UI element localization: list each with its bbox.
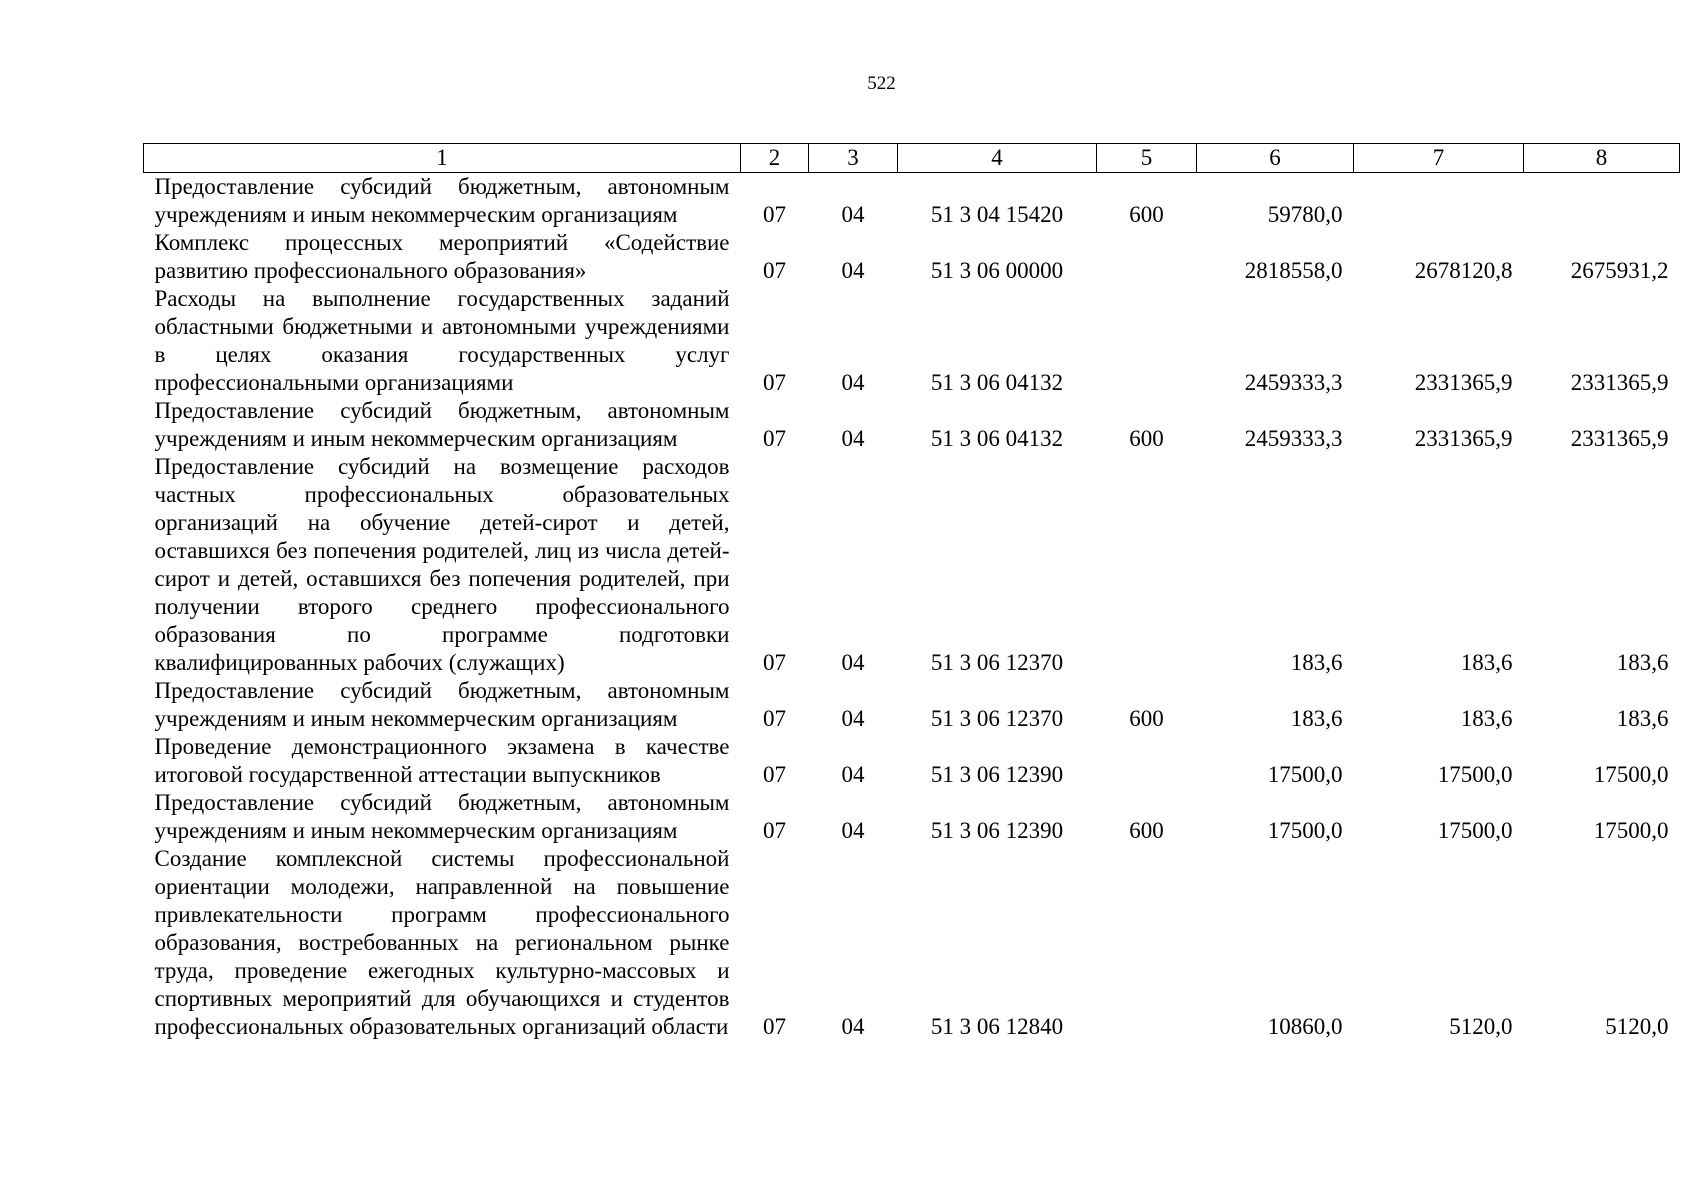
- table-row: [144, 789, 1680, 845]
- target-article-code: 51 3 06 12840: [930, 1014, 1064, 1039]
- amount-col-8: 2675931,2: [1570, 258, 1669, 283]
- column-header-2: 2: [741, 144, 809, 173]
- amount-col-8: 2331365,9: [1570, 370, 1669, 395]
- amount-col-8: 5120,0: [1605, 1014, 1669, 1039]
- table-row: [144, 229, 1680, 285]
- amount-col-7: 2331365,9: [1414, 426, 1513, 451]
- row-description: Предоставление субсидий бюджетным, автономным учреждениям и иным некоммерческим организациям: [154, 790, 730, 843]
- table-row: [144, 453, 1680, 677]
- row-description: Расходы на выполнение государственных заданий областными бюджетными и автономными учреждениями в целях оказания государственных услуг профессиональными организациями: [154, 286, 730, 395]
- column-number-header-row: [144, 144, 1680, 173]
- table-row: [144, 397, 1680, 453]
- expense-type-code: [1097, 229, 1197, 285]
- row-description: Комплекс процессных мероприятий «Содействие развитию профессионального образования»: [154, 230, 730, 283]
- column-header-4: 4: [898, 144, 1097, 173]
- expense-type-code: [1097, 453, 1197, 677]
- amount-col-7: 2331365,9: [1414, 370, 1513, 395]
- amount-col-7: 183,6: [1460, 706, 1513, 731]
- row-description: Проведение демонстрационного экзамена в качестве итоговой государственной аттестации выпускников: [154, 734, 730, 787]
- subsection-code: 04: [841, 258, 865, 283]
- row-description: Предоставление субсидий бюджетным, автономным учреждениям и иным некоммерческим организациям: [154, 678, 730, 731]
- amount-col-8: 17500,0: [1593, 818, 1669, 843]
- expense-type-code: 600: [1129, 706, 1164, 731]
- subsection-code: 04: [841, 650, 865, 675]
- table-row: [144, 173, 1680, 230]
- column-header-1: 1: [144, 144, 741, 173]
- amount-col-6: 2818558,0: [1244, 258, 1343, 283]
- subsection-code: 04: [841, 1014, 865, 1039]
- amount-col-7: 2678120,8: [1414, 258, 1513, 283]
- target-article-code: 51 3 06 12370: [930, 706, 1064, 731]
- page-number: 522: [867, 73, 896, 94]
- subsection-code: 04: [841, 202, 865, 227]
- column-header-7: 7: [1354, 144, 1524, 173]
- section-code: 07: [763, 426, 786, 451]
- budget-table: [143, 143, 1680, 1041]
- amount-col-7: [1354, 173, 1524, 230]
- amount-col-6: 2459333,3: [1244, 426, 1343, 451]
- table-row: [144, 733, 1680, 789]
- subsection-code: 04: [841, 426, 865, 451]
- target-article-code: 51 3 06 04132: [930, 370, 1064, 395]
- target-article-code: 51 3 06 12390: [930, 762, 1064, 787]
- row-description: Предоставление субсидий на возмещение расходов частных профессиональных образовательных организаций на обучение детей-сирот и детей, оставшихся без попечения родителей, лиц из числа детей-сирот и детей, оставшихся без попечения родителей, при получении второго среднего профессионального образования по программе подготовки квалифицированных рабочих (служащих): [154, 454, 730, 675]
- expense-type-code: 600: [1129, 818, 1164, 843]
- column-header-5: 5: [1097, 144, 1197, 173]
- target-article-code: 51 3 06 12390: [930, 818, 1064, 843]
- amount-col-8: 17500,0: [1593, 762, 1669, 787]
- row-description: Предоставление субсидий бюджетным, автономным учреждениям и иным некоммерческим организациям: [154, 174, 730, 227]
- section-code: 07: [763, 202, 786, 227]
- subsection-code: 04: [841, 370, 865, 395]
- table-row: [144, 677, 1680, 733]
- amount-col-8: 183,6: [1616, 706, 1669, 731]
- section-code: 07: [763, 258, 786, 283]
- amount-col-6: 183,6: [1290, 706, 1343, 731]
- subsection-code: 04: [841, 818, 865, 843]
- subsection-code: 04: [841, 762, 865, 787]
- expense-type-code: [1097, 733, 1197, 789]
- column-header-3: 3: [809, 144, 898, 173]
- section-code: 07: [763, 706, 786, 731]
- section-code: 07: [763, 370, 786, 395]
- expense-type-code: 600: [1129, 426, 1164, 451]
- amount-col-6: 10860,0: [1267, 1014, 1343, 1039]
- amount-col-7: 5120,0: [1449, 1014, 1513, 1039]
- expense-type-code: [1097, 845, 1197, 1041]
- target-article-code: 51 3 06 12370: [930, 650, 1064, 675]
- expense-type-code: [1097, 285, 1197, 397]
- amount-col-6: 59780,0: [1267, 202, 1343, 227]
- subsection-code: 04: [841, 706, 865, 731]
- column-header-8: 8: [1524, 144, 1680, 173]
- expense-type-code: 600: [1129, 202, 1164, 227]
- amount-col-6: 17500,0: [1267, 762, 1343, 787]
- target-article-code: 51 3 04 15420: [930, 202, 1064, 227]
- target-article-code: 51 3 06 00000: [930, 258, 1064, 283]
- amount-col-7: 17500,0: [1437, 762, 1513, 787]
- amount-col-6: 2459333,3: [1244, 370, 1343, 395]
- row-description: Создание комплексной системы профессиональной ориентации молодежи, направленной на повышение привлекательности программ профессионального образования, востребованных на региональном рынке труда, проведение ежегодных культурно-массовых и спортивных мероприятий для обучающихся и студентов профессиональных образовательных организаций области: [154, 846, 730, 1039]
- section-code: 07: [763, 650, 786, 675]
- amount-col-6: 183,6: [1290, 650, 1343, 675]
- table-row: [144, 845, 1680, 1041]
- section-code: 07: [763, 818, 786, 843]
- table-row: [144, 285, 1680, 397]
- amount-col-6: 17500,0: [1267, 818, 1343, 843]
- row-description: Предоставление субсидий бюджетным, автономным учреждениям и иным некоммерческим организациям: [154, 398, 730, 451]
- column-header-6: 6: [1197, 144, 1354, 173]
- amount-col-8: 2331365,9: [1570, 426, 1669, 451]
- section-code: 07: [763, 1014, 786, 1039]
- section-code: 07: [763, 762, 786, 787]
- amount-col-7: 183,6: [1460, 650, 1513, 675]
- target-article-code: 51 3 06 04132: [930, 426, 1064, 451]
- amount-col-8: [1524, 173, 1680, 230]
- amount-col-8: 183,6: [1616, 650, 1669, 675]
- amount-col-7: 17500,0: [1437, 818, 1513, 843]
